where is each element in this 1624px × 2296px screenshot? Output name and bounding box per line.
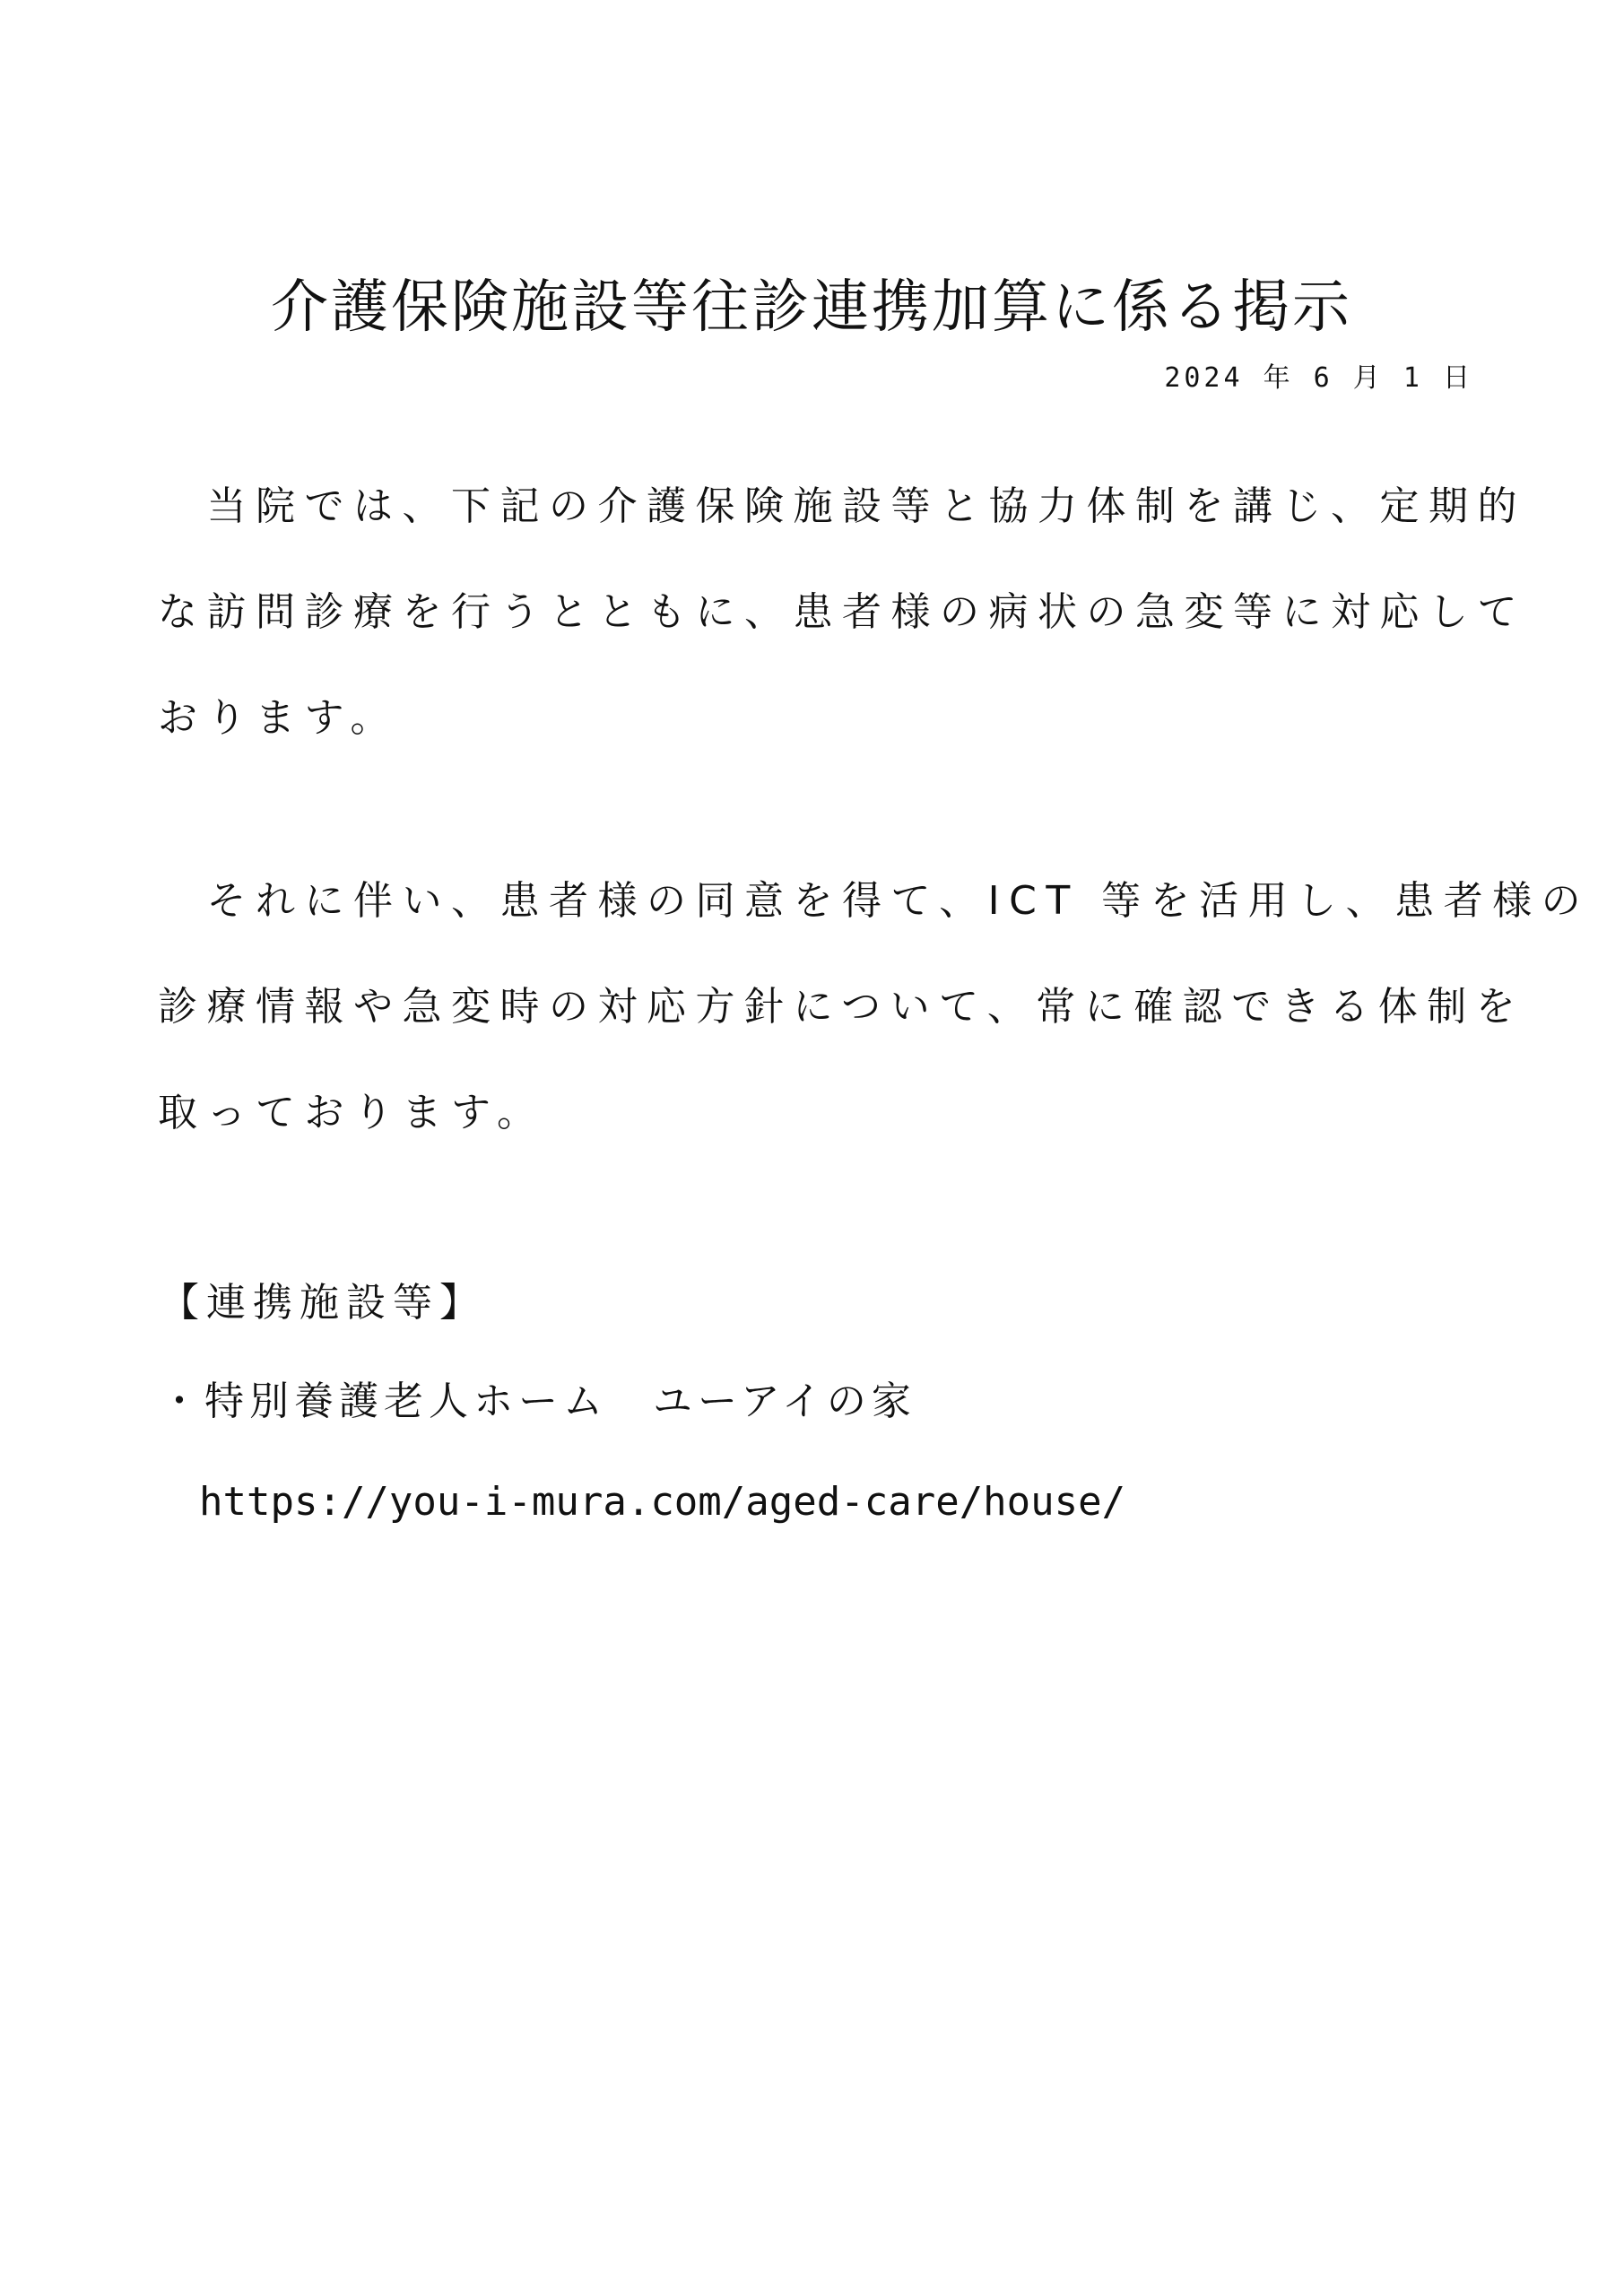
paragraph-ict: [158, 848, 1591, 1166]
paragraph-line: おります。: [158, 695, 399, 741]
facilities-heading: 【連携施設等】: [160, 1280, 486, 1326]
facility-url-link[interactable]: https://you-i-mura.com/aged-care/house/: [199, 1479, 1126, 1525]
facility-name: ・特別養護老人ホーム ユーアイの家: [160, 1378, 916, 1424]
paragraph-cooperation: [158, 454, 1526, 771]
paragraph-line: 当院では、下記の介護保険施設等と協力体制を講じ、定期的: [158, 483, 1526, 529]
paragraph-line: それに伴い、患者様の同意を得て、ICT 等を活用し、患者様の: [158, 878, 1591, 924]
paragraph-line: 取っております。: [158, 1090, 546, 1135]
paragraph-line: 診療情報や急変時の対応方針について、常に確認できる体制を: [158, 984, 1525, 1030]
notice-title: 介護保険施設等往診連携加算に係る掲示: [271, 274, 1352, 341]
paragraph-line: な訪問診療を行うとともに、患者様の病状の急変等に対応して: [158, 589, 1526, 635]
notice-date: 2024 年 6 月 1 日: [1164, 362, 1473, 394]
